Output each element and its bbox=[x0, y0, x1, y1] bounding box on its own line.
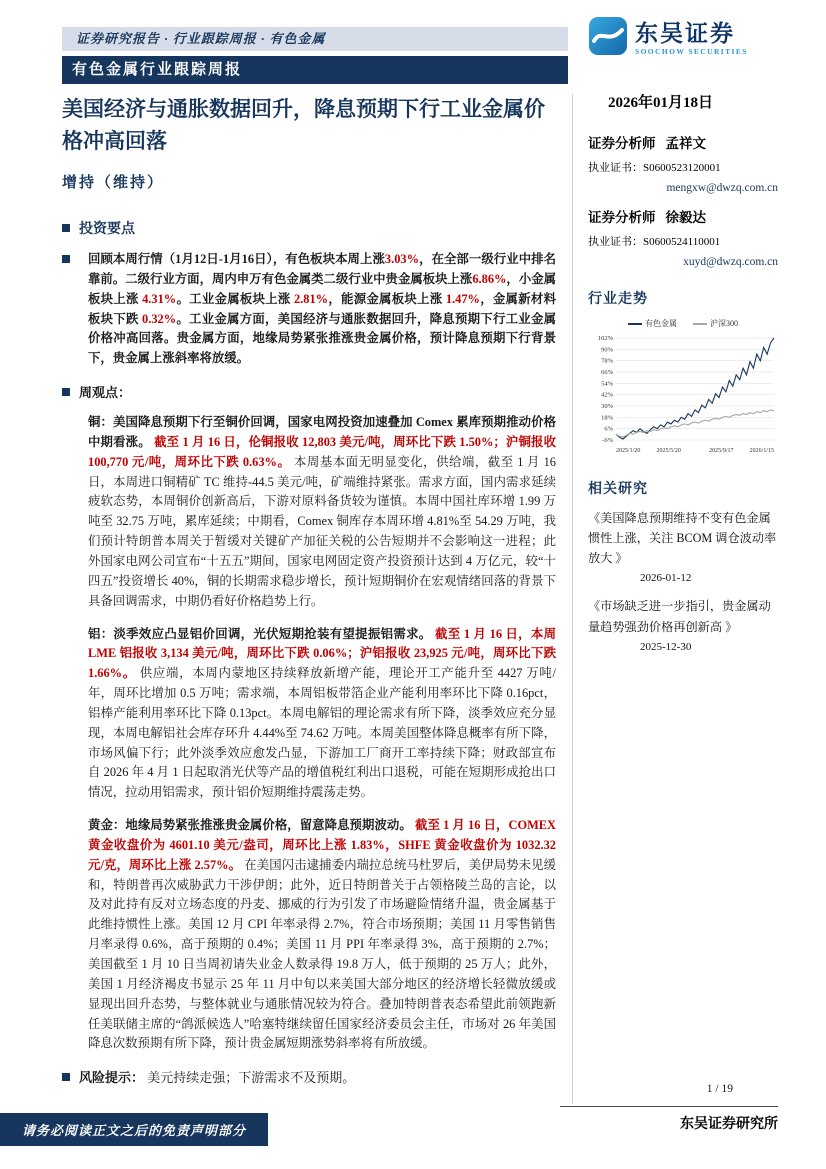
legend-swatch bbox=[628, 323, 642, 325]
svg-text:18%: 18% bbox=[601, 414, 613, 422]
industry-trend-heading: 行业走势 bbox=[588, 292, 648, 307]
weekly-review-paragraph bbox=[88, 250, 556, 369]
disclaimer-bar: 请务必阅读正文之后的免责声明部分 bbox=[0, 1113, 268, 1146]
review-text-segment: 。工业金属板块上涨 bbox=[176, 291, 294, 306]
main-column bbox=[62, 94, 556, 1098]
rating-badge: 增持（维持） bbox=[62, 175, 165, 191]
legend-swatch bbox=[693, 323, 707, 325]
soochow-logo-icon bbox=[588, 16, 628, 61]
highlight-value: 4.31% bbox=[142, 291, 177, 306]
related-research-item: 《美国降息预期维持不变有色金属惯性上涨，关注 BCOM 调仓波动率放大 》 bbox=[588, 511, 777, 566]
report-series-bar: 有色金属行业跟踪周报 bbox=[62, 56, 568, 84]
svg-text:78%: 78% bbox=[601, 357, 613, 365]
sidebar bbox=[588, 16, 778, 665]
related-research-date: 2025-12-30 bbox=[640, 640, 692, 653]
report-title: 美国经济与通胀数据回升，降息预期下行工业金属价格冲高回落 bbox=[62, 97, 545, 153]
risk-text: 美元持续走强；下游需求不及预期。 bbox=[147, 1070, 356, 1086]
svg-text:54%: 54% bbox=[601, 380, 613, 388]
aluminum-price-highlight: 截至 1 月 16 日，本周 LME 铝报收 3,134 美元/吨，周环比下跌 0.06%；沪铝报收 23,925 元/吨，周环比下跌 1.66%。 bbox=[88, 626, 557, 681]
analyst-block bbox=[588, 132, 778, 194]
svg-text:90%: 90% bbox=[601, 346, 613, 354]
brand-name-cn: 东吴证券 bbox=[635, 21, 735, 47]
footer-divider bbox=[560, 1106, 778, 1107]
related-research-list bbox=[588, 508, 778, 653]
week-view-heading bbox=[62, 382, 556, 401]
analyst-name: 徐毅达 bbox=[665, 210, 706, 225]
highlight-value: 1.47% bbox=[445, 291, 480, 306]
copper-body: 本周基本面无明显变化，供给端，截至 1 月 16 日，本周进口铜精矿 TC 维持-44.5 美元/吨，矿端维持紧张。需求方面，国内需求延续疲软态势，本周铜价创新高后，下游对原料备货较为谨慎。本周中国社库环增 1.99 万吨至 32.75 万吨，累库延续；中期看，Comex 铜库存本周环增 4.81%至 54.29 万吨，我们预计特朗普本周关于暂缓对关键矿产加征关税的公告短期并不会影响这一进程；此外国家电网公司宣布“十五五”期间，国家电网固定资产投资预计达到 4 万亿元，较“十四五”投资增长 40%，铜的长期需求稳步增长，预计短期铜价在宏观情绪回落的背景下具备回调需求，中期仍看好价格趋势上行。 bbox=[88, 454, 556, 608]
aluminum-lead: 铝：淡季效应凸显铝价回调，光伏短期抢装有望提振铝需求。 bbox=[88, 626, 432, 641]
related-research-item: 《市场缺乏进一步指引，贵金属动量趋势强劲价格再创新高 》 bbox=[588, 599, 771, 634]
column-divider bbox=[572, 94, 573, 1104]
bullet-icon bbox=[62, 1073, 70, 1081]
analyst-email: mengxw@dwzq.com.cn bbox=[666, 182, 778, 194]
svg-text:42%: 42% bbox=[601, 391, 613, 399]
analyst-cert: 执业证书：S0600524110001 bbox=[588, 236, 721, 248]
review-text-segment: 。工业金属方面，美国经济与通胀数据回升，降息预期下行工业金属价格冲高回落。贵金属方面，地缘局势紧张推涨贵金属价格，预计降息预期下行背景下，贵金属上涨斜率将放缓。 bbox=[88, 311, 556, 366]
analyst-role-name bbox=[588, 132, 778, 152]
analyst-role: 证券分析师 bbox=[588, 210, 656, 225]
research-institute: 东吴证券研究所 bbox=[680, 1117, 778, 1132]
page-number: 1 / 19 bbox=[706, 1083, 733, 1095]
copper-price-highlight: 截至 1 月 16 日，伦铜报收 12,803 美元/吨，周环比下跌 1.50%；沪铜报收 100,770 元/吨，周环比下跌 0.63%。 bbox=[88, 434, 557, 469]
analyst-email: xuyd@dwzq.com.cn bbox=[683, 256, 778, 268]
analyst-role: 证券分析师 bbox=[588, 136, 656, 151]
analyst-cert: 执业证书：S0600523120001 bbox=[588, 162, 721, 174]
weekly-review-text bbox=[88, 252, 556, 365]
related-research-heading: 相关研究 bbox=[588, 482, 648, 497]
svg-text:6%: 6% bbox=[604, 425, 613, 433]
review-text-segment: ，金属新材料板块下跌 bbox=[88, 291, 556, 326]
legend-label: 沪深300 bbox=[710, 319, 738, 328]
aluminum-body: 供应端，本周内蒙地区持续释放新增产能，理论开工产能升至 4427 万吨/年，周环比增加 0.5 万吨；需求端，本周铝板带箔企业产能利用率环比下降 0.16pct，铝棒产能利用率环比下降 0.13pct。本周电解铝的理论需求有所下降，淡季效应充分显现，本周电解铝社会库存环升 4.44%至 74.62 万吨。本周美国整体降息概率有所下降，市场风偏下行；此外淡季效应愈发凸显，下游加工厂商开工率持续下降；财政部宣布自 2026 年 4 月 1 日起取消光伏等产品的增值税红利出口退税，可能在短期形成抢出口情况，拉动用铝需求，预计铝价短期维持震荡走势。 bbox=[88, 666, 556, 800]
review-text-segment: ，能源金属板块上涨 bbox=[328, 291, 446, 306]
gold-paragraph bbox=[88, 816, 556, 1054]
bullet-icon bbox=[62, 224, 70, 232]
svg-text:102%: 102% bbox=[597, 335, 613, 342]
analyst-block bbox=[588, 206, 778, 268]
week-view-label: 周观点： bbox=[79, 385, 132, 401]
review-text-segment: ，小金属板块上涨 bbox=[88, 271, 557, 306]
highlight-value: 0.32% bbox=[142, 311, 177, 326]
section-investment-points bbox=[62, 218, 556, 238]
review-text-segment: ，在全部一级行业中排名靠前。二级行业方面，周内申万有色金属类二级行业中贵金属板块上涨 bbox=[88, 252, 557, 286]
aluminum-paragraph bbox=[88, 625, 556, 804]
svg-text:2025/9/17: 2025/9/17 bbox=[709, 448, 734, 454]
svg-text:66%: 66% bbox=[601, 369, 613, 376]
svg-text:2025/1/20: 2025/1/20 bbox=[616, 448, 641, 454]
copper-lead: 铜：美国降息预期下行至铜价回调，国家电网投资加速叠加 Comex 累库预期推动价格中期看涨。 bbox=[88, 415, 556, 449]
brand-logo bbox=[588, 16, 778, 61]
industry-trend-chart bbox=[588, 330, 778, 458]
chart-legend bbox=[588, 318, 778, 329]
bullet-icon bbox=[62, 255, 70, 263]
highlight-value: 2.81% bbox=[293, 291, 329, 306]
analyst-role-name bbox=[588, 206, 778, 226]
related-research-date: 2026-01-12 bbox=[640, 572, 692, 585]
legend-label: 有色金属 bbox=[645, 319, 677, 328]
section-investment-label: 投资要点 bbox=[79, 222, 135, 237]
svg-text:-6%: -6% bbox=[602, 437, 613, 444]
analyst-name: 孟祥文 bbox=[665, 136, 706, 151]
svg-text:30%: 30% bbox=[601, 403, 613, 410]
legend-item-hs300 bbox=[693, 318, 738, 329]
gold-body: 在美国闪击逮捕委内瑞拉总统马杜罗后，美伊局势未见缓和，特朗普再次威胁武力干涉伊朗；此外，近日特朗普关于占领格陵兰岛的言论，以及对此持有反对立场态度的丹麦、挪威的行为引发了市场避险情绪升温，贵金属基于此维持惯性上涨。美国 12 月 CPI 年率录得 2.7%，符合市场预期；美国 11 月零售销售月率录得 0.6%，高于预期的 0.4%；美国 11 月 PPI 年率录得 3%，高于预期的 2.7%；美国截至 1 月 10 日当周初请失业金人数录得 19.8 万人，低于预期的 25 万人；此外，美国 1 月经济褐皮书显示 25 年 11 月中旬以来美国大部分地区的经济增长轻微放缓或显现出回升态势，与整体就业与通胀情况较为符合。叠加特朗普表态希望此前领跑新任美联储主席的“鸽派候选人”哈塞特继续留任国家经济委员会主任，市场对 26 年美国降息次数预期有所下降，预计贵金属短期涨势斜率将有所放缓。 bbox=[88, 857, 556, 1051]
report-type-band: 证券研究报告 · 行业跟踪周报 · 有色金属 bbox=[62, 27, 568, 51]
svg-text:2026/1/15: 2026/1/15 bbox=[749, 448, 774, 454]
review-text-segment: 回顾本周行情（1月12日-1月16日），有色板块本周上涨 bbox=[88, 252, 385, 266]
legend-item-nonferrous bbox=[628, 318, 677, 329]
risk-label: 风险提示： bbox=[79, 1070, 145, 1086]
risk-heading bbox=[62, 1067, 556, 1086]
brand-name-en: SOOCHOW SECURITIES bbox=[635, 46, 748, 56]
highlight-value: 6.86% bbox=[472, 271, 507, 286]
copper-paragraph bbox=[88, 413, 556, 611]
report-date: 2026年01月18日 bbox=[608, 95, 714, 111]
highlight-value: 3.03% bbox=[384, 252, 419, 266]
gold-lead: 黄金：地缘局势紧张推涨贵金属价格，留意降息预期波动。 bbox=[88, 818, 412, 833]
gold-price-highlight: 截至 1 月 16 日，COMEX 黄金收盘价为 4601.10 美元/盎司，周环比上涨 1.83%，SHFE 黄金收盘价为 1032.32 元/克，周环比上涨 2.57%。 bbox=[88, 818, 556, 872]
svg-text:2025/5/20: 2025/5/20 bbox=[656, 448, 681, 454]
bullet-icon bbox=[62, 388, 70, 396]
